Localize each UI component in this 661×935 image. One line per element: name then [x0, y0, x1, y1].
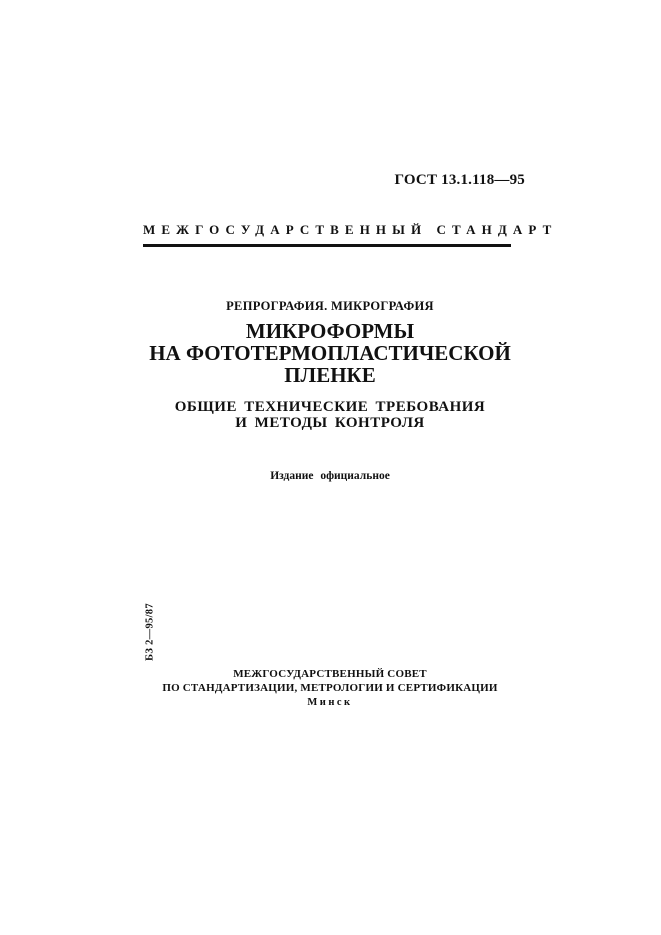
standard-type-heading: МЕЖГОСУДАРСТВЕННЫЙ СТАНДАРТ	[143, 222, 558, 237]
council-line: МЕЖГОСУДАРСТВЕННЫЙ СОВЕТ	[233, 668, 427, 680]
document-title	[130, 320, 530, 386]
title-line: НА ФОТОТЕРМОПЛАСТИЧЕСКОЙ	[149, 341, 511, 365]
gost-number: ГОСТ 13.1.118—95	[394, 172, 525, 188]
edition-label: Издание официальное	[270, 470, 390, 482]
subtitle-line: ОБЩИЕ ТЕХНИЧЕСКИЕ ТРЕБОВАНИЯ	[174, 399, 486, 415]
field-of-standard: РЕПРОГРАФИЯ. МИКРОГРАФИЯ	[226, 299, 434, 313]
title-line: МИКРОФОРМЫ	[245, 319, 415, 343]
publisher-council	[130, 667, 530, 695]
document-subtitle	[130, 399, 530, 431]
subtitle-line: И МЕТОДЫ КОНТРОЛЯ	[235, 415, 425, 431]
publication-city: Минск	[307, 697, 353, 708]
council-line: ПО СТАНДАРТИЗАЦИИ, МЕТРОЛОГИИ И СЕРТИФИКАЦИИ	[162, 682, 498, 694]
heading-underline	[143, 244, 511, 247]
title-line: ПЛЕНКЕ	[284, 363, 376, 387]
side-code: БЗ 2—95/87	[144, 603, 156, 661]
